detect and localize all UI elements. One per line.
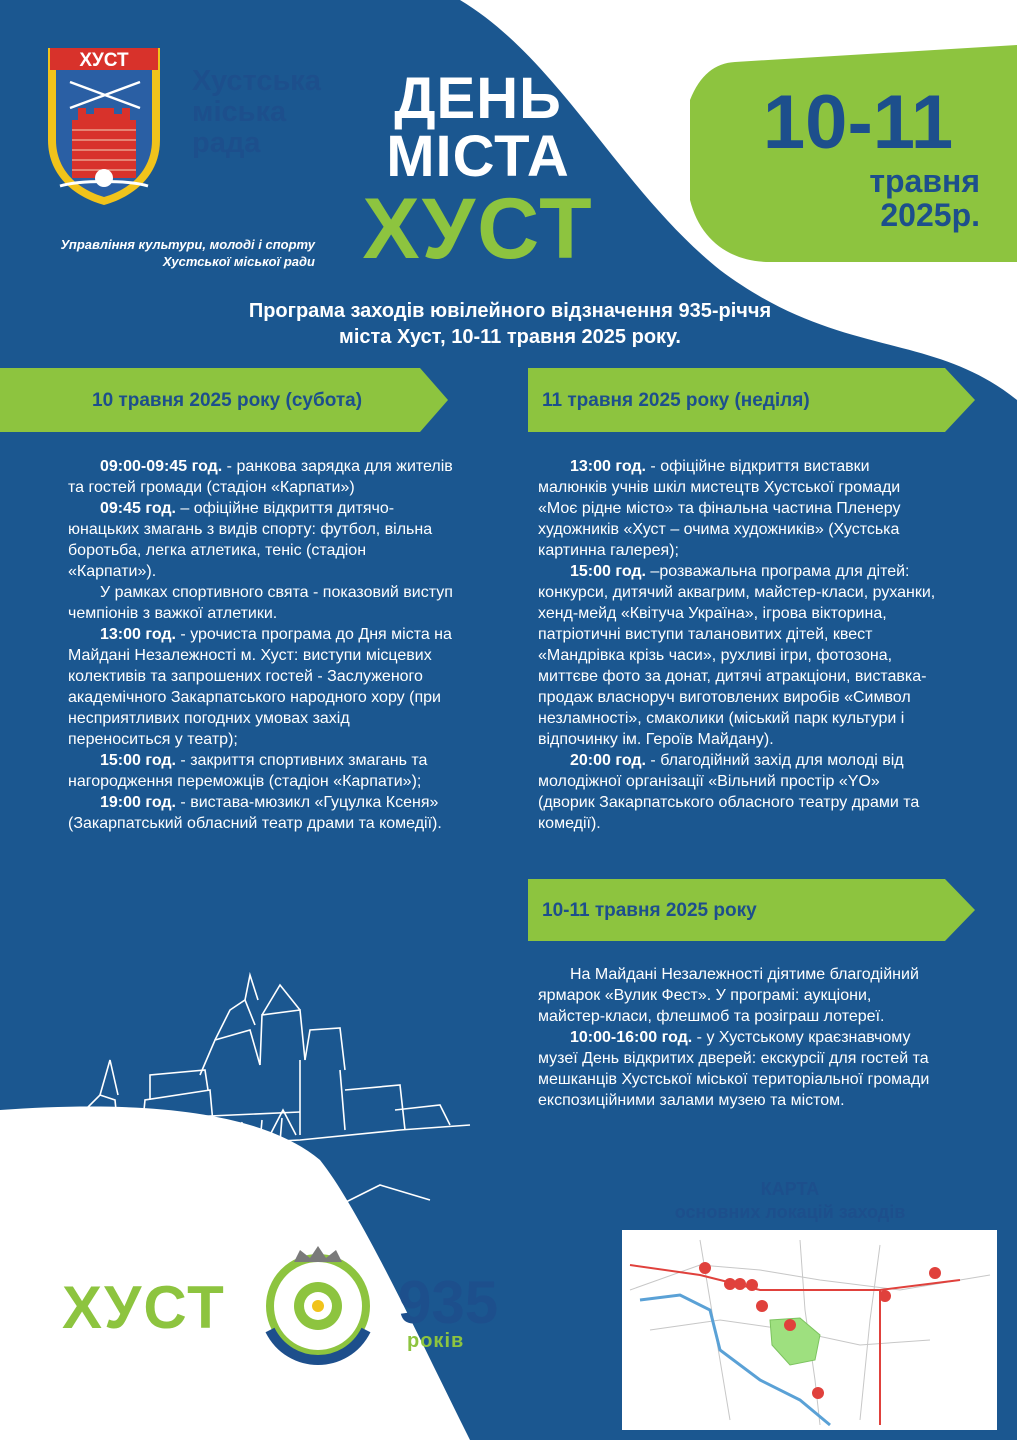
schedule-time: 15:00 год. — [100, 752, 176, 769]
schedule-item — [68, 582, 453, 624]
schedule-text: На Майдані Незалежності діятиме благодійний ярмарок «Вулик Фест». У програмі: аукціони, майстер-класи, флешмоб та розіграш лотереї. — [538, 966, 919, 1025]
poster-title — [368, 66, 588, 189]
program-subtitle — [80, 298, 940, 350]
department-line-2: Хустської міської ради — [162, 254, 315, 269]
schedule-text: – офіційне відкриття дитячо-юнацьких змагань з видів спорту: футбол, вільна боротьба, легка атлетика, теніс (стадіон «Карпати»). — [68, 500, 433, 580]
schedule-text: - офіційне відкриття виставки малюнків учнів шкіл мистецтв Хустської громади «Моє рідне місто» та фінальна частина Пленеру художників «Хуст – очима художників» (Хустська картинна галерея); — [538, 458, 901, 559]
both-days-header: 10-11 травня 2025 року — [542, 900, 757, 921]
schedule-text: У рамках спортивного свята - показовий виступ чемпіонів з важкої атлетики. — [68, 584, 453, 622]
subtitle-line-2: міста Хуст, 10-11 травня 2025 року. — [339, 326, 681, 348]
schedule-time: 13:00 год. — [570, 458, 646, 475]
schedule-text: - урочиста програма до Дня міста на Майдані Незалежності м. Хуст: виступи місцевих колективів та запрошених гостей - Заслуженого академічного Закарпатського народного хору (при несприятливих погодних умовах захід переноситься у театр); — [68, 626, 452, 748]
schedule-time: 20:00 год. — [570, 752, 646, 769]
map-title — [640, 1178, 940, 1224]
coat-banner-text: ХУСТ — [79, 50, 129, 71]
schedule-time: 19:00 год. — [100, 794, 176, 811]
date-year: 2025р. — [880, 197, 980, 233]
schedule-time: 09:00-09:45 год. — [100, 458, 223, 475]
map-title-line-2: основних локацій заходів — [674, 1202, 906, 1222]
both-days-schedule — [538, 964, 940, 1111]
council-line-2: міська — [192, 96, 287, 128]
city-council-name — [192, 66, 321, 159]
day1-schedule — [68, 456, 453, 834]
day2-schedule — [538, 456, 940, 834]
schedule-item — [538, 561, 940, 750]
schedule-text: –розважальна програма для дітей: конкурси, дитячий аквагрим, майстер-класи, руханки, хенд-мейд «Квітуча Україна», ігрова вікторина, патріотичні виступи талановитих дітей, квест «Мандрівка крізь часи», рухливі ігри, фотозона, миттєве фото за донат, дитячі атракціони, виставка-продаж власноруч виготовлених виробів «Символ незламності», смаколики (міський парк культури і відпочинку ім. Героїв Майдану). — [538, 563, 936, 748]
date-month-year — [790, 164, 980, 232]
jubilee-logo — [270, 1246, 366, 1360]
subtitle-line-1: Програма заходів ювілейного відзначення 935-річчя — [248, 300, 772, 322]
schedule-item — [68, 456, 453, 498]
schedule-time: 10:00-16:00 год. — [570, 1029, 693, 1046]
day2-header: 11 травня 2025 року (неділя) — [542, 390, 810, 411]
date-days: 10-11 — [762, 80, 954, 165]
schedule-text: - ранкова зарядка для жителів та гостей громади (стадіон «Карпати») — [68, 458, 453, 496]
department-name — [30, 236, 315, 270]
schedule-item — [538, 750, 940, 834]
brand-city-word: ХУСТ — [62, 1274, 226, 1341]
schedule-text: - у Хустському краєзнавчому музеї День відкритих дверей: екскурсії для гостей та мешканців Хустської міської територіальної громади експозиційними залами музею та містом. — [538, 1029, 930, 1109]
council-line-1: Хустська — [192, 65, 321, 97]
schedule-text: - благодійний захід для молоді від молодіжної організації «Вільний простір «YO» (дворик Закарпатського обласного театру драми та комедії). — [538, 752, 920, 832]
schedule-time: 15:00 год. — [570, 563, 646, 580]
schedule-item — [538, 456, 940, 561]
date-month: травня — [869, 163, 980, 199]
schedule-time: 09:45 год. — [100, 500, 176, 517]
title-line-1: ДЕНЬ — [394, 66, 562, 131]
schedule-item — [68, 498, 453, 582]
schedule-text: - закриття спортивних змагань та нагородження переможців (стадіон «Карпати»); — [68, 752, 428, 790]
title-city-name: ХУСТ — [362, 181, 594, 277]
locations-map — [622, 1230, 997, 1430]
schedule-item — [68, 792, 453, 834]
schedule-item — [538, 964, 940, 1027]
department-line-1: Управління культури, молоді і спорту — [60, 237, 315, 252]
council-line-3: рада — [192, 127, 261, 159]
schedule-item — [68, 750, 453, 792]
city-coat-of-arms — [48, 48, 160, 205]
title-line-2: МІСТА — [386, 124, 570, 189]
schedule-time: 13:00 год. — [100, 626, 176, 643]
map-title-line-1: КАРТА — [760, 1179, 820, 1199]
jubilee-number: 935 — [398, 1269, 499, 1336]
jubilee-years-label: років — [407, 1330, 465, 1352]
schedule-item — [538, 1027, 940, 1111]
day1-header: 10 травня 2025 року (субота) — [92, 390, 363, 411]
schedule-text: - вистава-мюзикл «Гуцулка Ксеня» (Закарпатський обласний театр драми та комедії). — [68, 794, 442, 832]
schedule-item — [68, 624, 453, 750]
